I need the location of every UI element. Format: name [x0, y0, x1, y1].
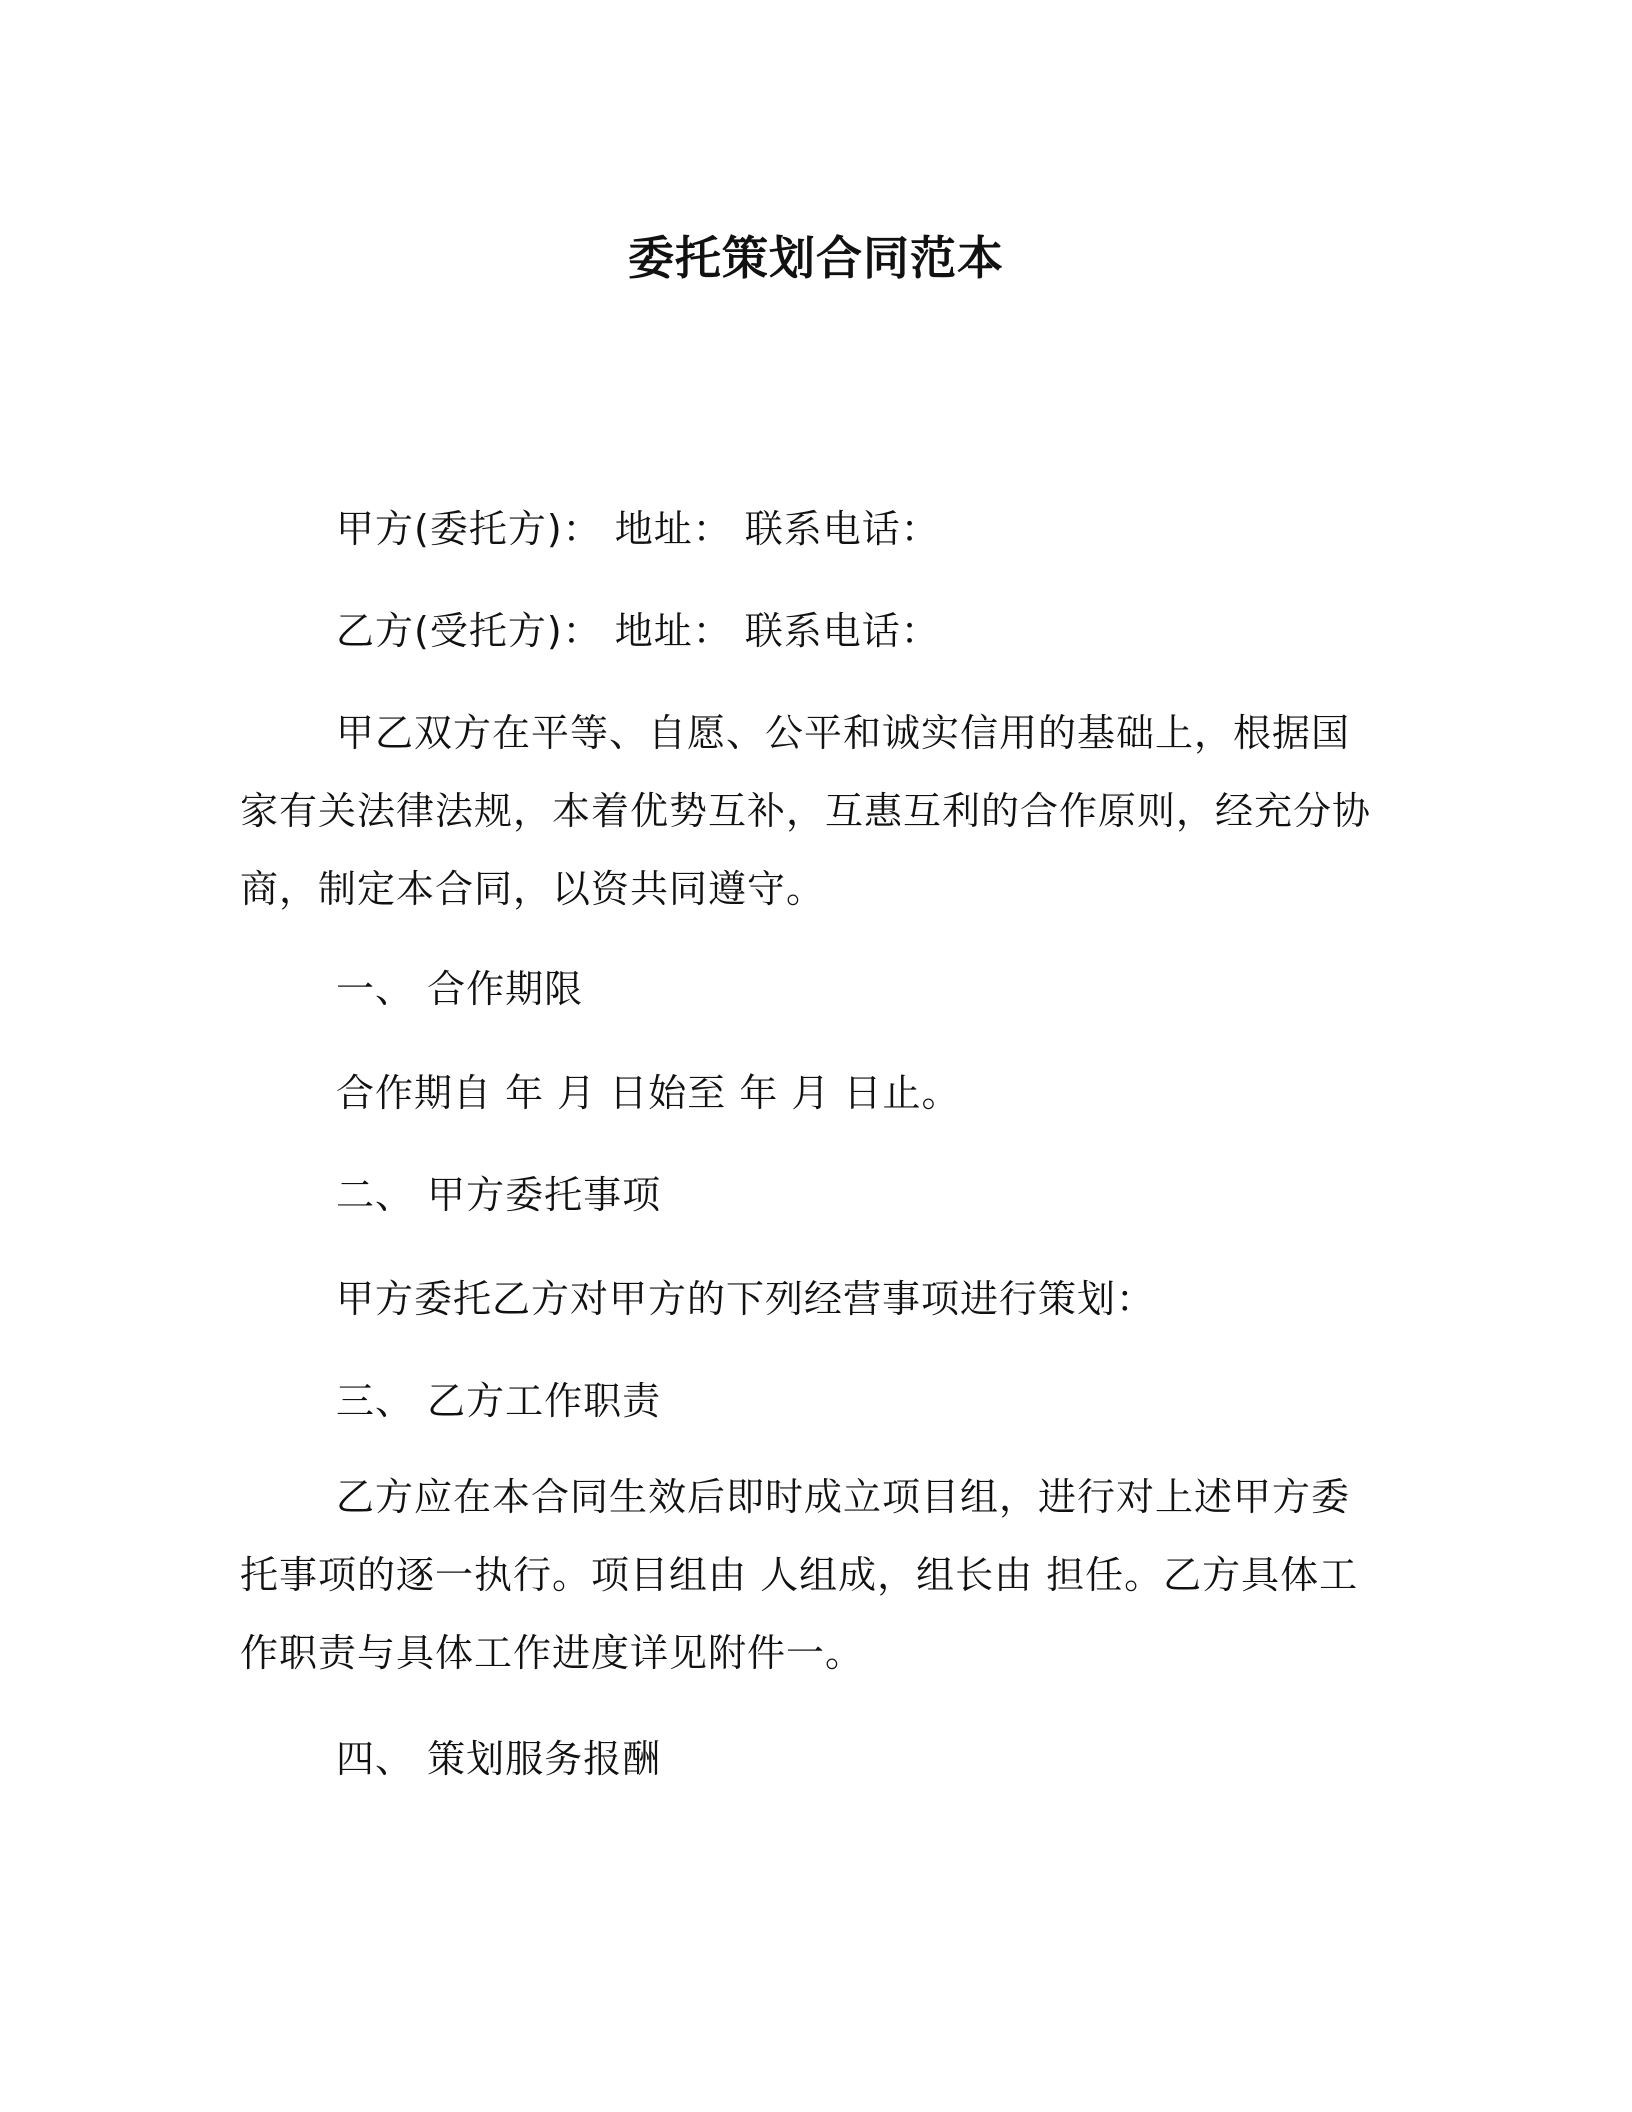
section-1-body: 合作期自 年 月 日始至 年 月 日止。 [336, 1071, 961, 1115]
party-a-line: 甲方(委托方)： 地址： 联系电话： [336, 507, 940, 551]
document-title: 委托策划合同范本 [628, 231, 1004, 285]
section-1-heading: 一、 合作期限 [336, 967, 584, 1011]
section-3-body: 乙方应在本合同生效后即时成立项目组，进行对上述甲方委托事项的逐一执行。项目组由 人组成，组长由 担任。乙方具体工作职责与具体工作进度详见附件一。 [240, 1475, 1359, 1675]
section-2-heading: 二、 甲方委托事项 [336, 1173, 662, 1217]
intro-paragraph: 甲乙双方在平等、自愿、公平和诚实信用的基础上，根据国家有关法律法规，本着优势互补，互惠互利的合作原则，经充分协商，制定本合同，以资共同遵守。 [240, 711, 1372, 911]
party-b-line: 乙方(受托方)： 地址： 联系电话： [336, 609, 940, 653]
section-2-body: 甲方委托乙方对甲方的下列经营事项进行策划： [336, 1277, 1156, 1321]
section-4-heading: 四、 策划服务报酬 [336, 1737, 662, 1781]
section-3-heading: 三、 乙方工作职责 [336, 1379, 662, 1423]
